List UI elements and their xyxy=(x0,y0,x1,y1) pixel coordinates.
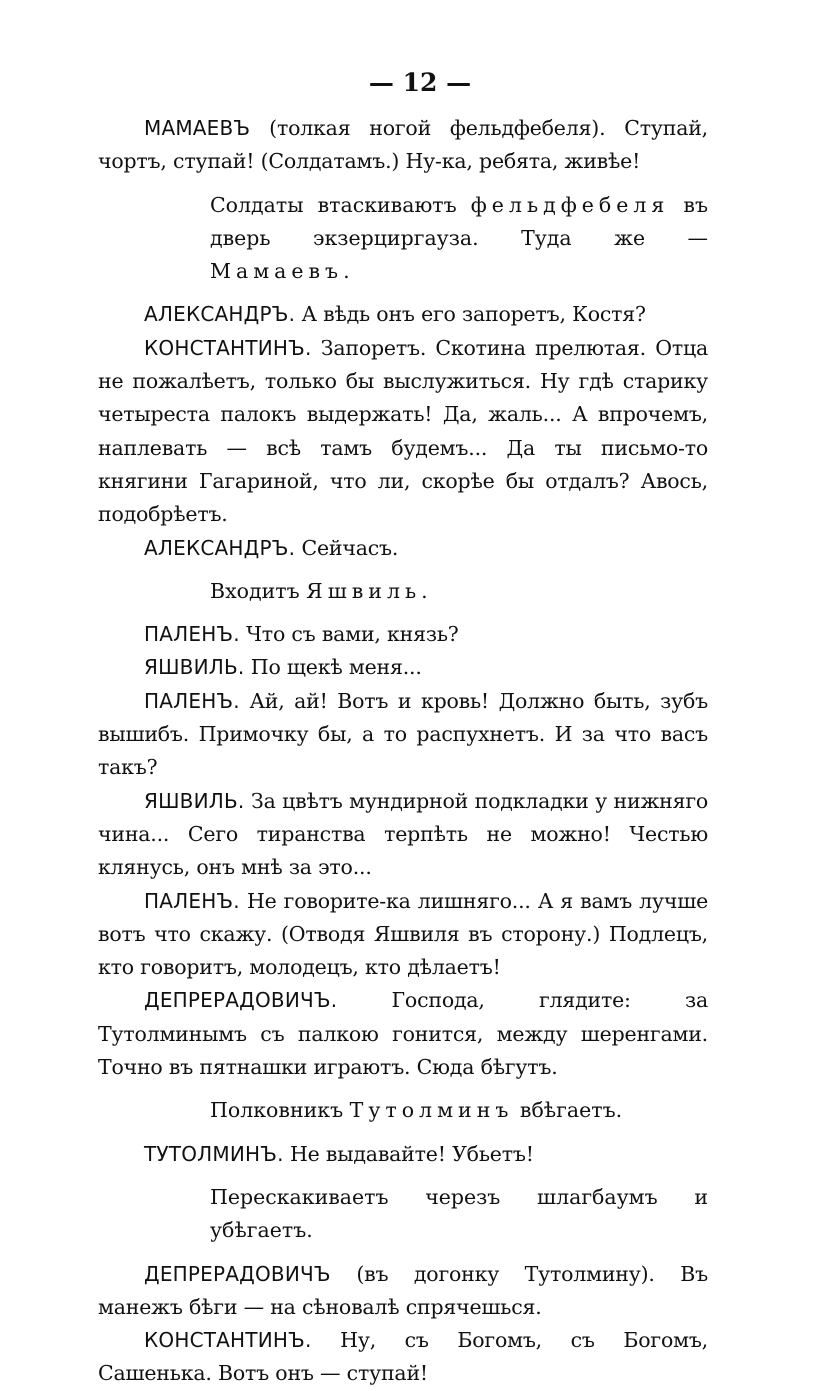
speaker-name: ДЕПРЕРАДОВИЧЪ. xyxy=(144,988,338,1013)
stage-direction-yashvil xyxy=(98,575,708,608)
stage-name: Тутолминъ xyxy=(349,1098,514,1123)
dialogue-text: Не говорите-ка лишняго... А я вамъ лучше вотъ что скажу. (Отводя Яшвиля въ сторону.) Подлецъ, кто говоритъ, молодецъ, кто дѣлаетъ! xyxy=(98,888,708,980)
dialogue-text: По щекѣ меня... xyxy=(244,655,422,680)
stage-name: фельдфебеля xyxy=(470,192,670,217)
stage-name: Мамаевъ xyxy=(210,259,344,284)
dialogue-text: Не выдавайте! Убьетъ! xyxy=(283,1141,534,1166)
speaker-name: ПАЛЕНЪ. xyxy=(144,888,240,913)
dialogue-palen-3 xyxy=(98,885,708,985)
stage-text: Полковникъ xyxy=(210,1098,350,1123)
dialogue-konstantin-2 xyxy=(98,1324,708,1391)
play-text xyxy=(98,112,708,1391)
speaker-name: КОНСТАНТИНЪ. xyxy=(144,1328,312,1353)
stage-name: Яшвиль xyxy=(306,578,422,603)
stage-text: . xyxy=(421,578,428,603)
stage-text: Перескакиваетъ черезъ шлагбаумъ и убѣгаетъ. xyxy=(210,1184,708,1243)
stage-text: въ дверь экзерциргауза. Туда же — xyxy=(210,192,708,250)
speaker-name: ТУТОЛМИНЪ. xyxy=(144,1141,284,1166)
dialogue-text: Господа, глядите: за Тутолминымъ съ палкою гонится, между шеренгами. Точно въ пятнашки играютъ. Сюда бѣгутъ. xyxy=(98,988,708,1080)
dialogue-text: Ай, ай! Вотъ и кровь! Должно быть, зубъ вышибъ. Примочку бы, а то распухнетъ. И за что васъ такъ? xyxy=(98,688,708,780)
dialogue-text: Сейчасъ. xyxy=(295,535,399,560)
dialogue-depreradovich-1 xyxy=(98,984,708,1084)
dialogue-alexander-1 xyxy=(98,298,708,331)
dialogue-konstantin-1 xyxy=(98,332,708,532)
dialogue-alexander-2 xyxy=(98,532,708,565)
stage-text: Солдаты втаскиваютъ xyxy=(210,192,471,217)
dialogue-depreradovich-2 xyxy=(98,1258,708,1325)
dialogue-text: Что съ вами, князь? xyxy=(239,622,459,647)
speaker-name: ЯШВИЛЬ. xyxy=(144,788,245,813)
stage-direction-soldiers xyxy=(98,189,708,289)
speaker-name: ПАЛЕНЪ. xyxy=(144,622,240,647)
dialogue-yashvil-1 xyxy=(98,651,708,684)
speaker-name: ДЕПРЕРАДОВИЧЪ xyxy=(144,1261,331,1286)
speaker-name: АЛЕКСАНДРЪ. xyxy=(144,302,296,327)
dialogue-text: А вѣдь онъ его запоретъ, Костя? xyxy=(295,302,646,327)
dialogue-palen-1 xyxy=(98,618,708,651)
dialogue-text: Ну, съ Богомъ, съ Богомъ, Сашенька. Вотъ онъ — ступай! xyxy=(98,1328,708,1386)
speaker-name: ЯШВИЛЬ. xyxy=(144,655,245,680)
dialogue-text: (въ догонку Тутолмину). Въ манежъ бѣги — на сѣновалѣ спрячешься. xyxy=(98,1261,708,1319)
dialogue-text: (толкая ногой фельдфебеля). Ступай, чортъ, ступай! (Солдатамъ.) Ну-ка, ребята, живѣе! xyxy=(98,116,708,174)
stage-text: . xyxy=(343,259,350,284)
dialogue-palen-2 xyxy=(98,685,708,785)
dialogue-text: За цвѣтъ мундирной подкладки у нижняго чина... Сего тиранства терпѣть не можно! Честью клянусь, онъ мнѣ за это... xyxy=(98,788,708,880)
speaker-name: КОНСТАНТИНЪ. xyxy=(144,335,312,360)
stage-direction-tutolmin xyxy=(98,1094,708,1127)
stage-text: Входитъ xyxy=(210,578,307,603)
speaker-name: ПАЛЕНЪ. xyxy=(144,688,240,713)
stage-text: вбѣгаетъ. xyxy=(513,1098,623,1123)
dialogue-mamaev xyxy=(98,112,708,179)
dialogue-tutolmin xyxy=(98,1138,708,1171)
dialogue-text: Запоретъ. Скотина прелютая. Отца не пожалѣетъ, только бы выслужиться. Ну гдѣ старику четыреста палокъ выдержать! Да, жаль... А впрочемъ, наплевать — всѣ тамъ будемъ... Да ты письмо-то княгини Гагариной, что ли, скорѣе бы отдалъ? Авось, подобрѣетъ. xyxy=(98,335,708,527)
speaker-name: АЛЕКСАНДРЪ. xyxy=(144,535,296,560)
page-number: — 12 — xyxy=(368,68,472,97)
speaker-name: МАМАЕВЪ xyxy=(144,116,251,140)
dialogue-yashvil-2 xyxy=(98,785,708,885)
